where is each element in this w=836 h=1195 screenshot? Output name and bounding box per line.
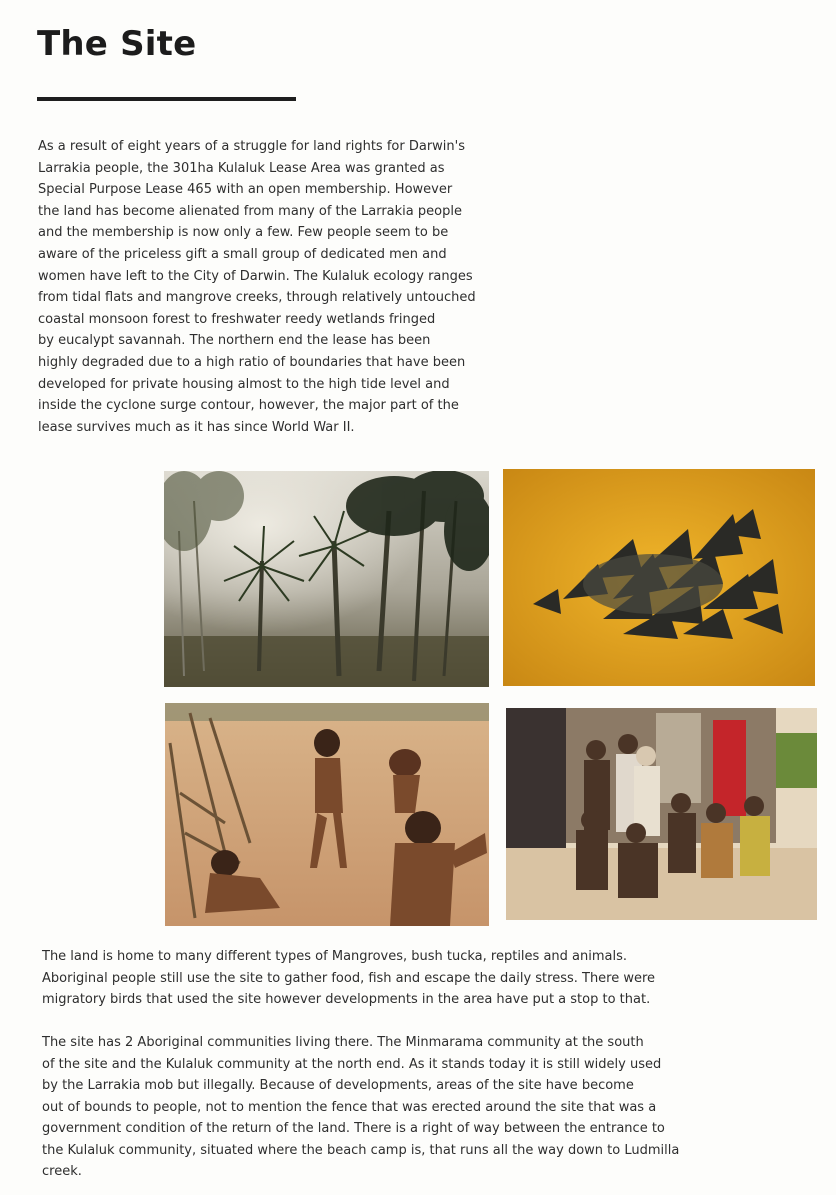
title-underline [37,97,296,101]
paragraph-line: government condition of the return of the land. There is a right of way between the entrance to [42,1121,665,1136]
intro-line: developed for private housing almost to the high tide level and [38,376,450,392]
paragraph-line: of the site and the Kulaluk community at the north end. As it stands today it is still widely used [42,1056,662,1072]
intro-line: highly degraded due to a high ratio of boundaries that have been [38,354,466,370]
wildlife-paragraph [42,946,655,1011]
intro-line: women have left to the City of Darwin. The Kulaluk ecology ranges [38,268,473,284]
intro-line: aware of the priceless gift a small group of dedicated men and [38,246,447,262]
children-on-sand-photo [165,703,489,926]
misty-pandanus-forest-photo [164,471,489,687]
intro-line: from tidal flats and mangrove creeks, through relatively untouched [38,290,476,306]
paragraph-line: creek. [42,1164,82,1179]
paragraph-line: the Kulaluk community, situated where the beach camp is, that runs all the way down to Ludmilla [42,1142,680,1158]
paragraph-line: out of bounds to people, not to mention the fence that was erected around the site that was a [42,1099,657,1115]
intro-line: Larrakia people, the 301ha Kulaluk Lease Area was granted as [38,160,445,176]
community-group-photo [506,708,817,920]
intro-line: Special Purpose Lease 465 with an open membership. However [38,182,453,198]
intro-line: inside the cyclone surge contour, however, the major part of the [38,398,459,414]
shellfish-on-yellow-photo [503,469,815,686]
communities-paragraph [42,1032,679,1183]
intro-line: As a result of eight years of a struggle for land rights for Darwin's [38,139,465,154]
paragraph-line: by the Larrakia mob but illegally. Because of developments, areas of the site have become [42,1078,634,1093]
intro-line: by eucalypt savannah. The northern end the lease has been [38,333,431,349]
intro-line: lease survives much as it has since World War II. [38,419,355,435]
intro-line: coastal monsoon forest to freshwater reedy wetlands fringed [38,311,436,327]
intro-paragraph [38,136,488,438]
paragraph-line: Aboriginal people still use the site to gather food, fish and escape the daily stress. There were [42,970,656,986]
intro-line: and the membership is now only a few. Few people seem to be [38,225,449,241]
paragraph-line: The land is home to many different types of Mangroves, bush tucka, reptiles and animals. [42,949,627,964]
intro-line: the land has become alienated from many of the Larrakia people [38,203,462,219]
paragraph-line: migratory birds that used the site however developments in the area have put a stop to that. [42,992,651,1007]
paragraph-line: The site has 2 Aboriginal communities living there. The Minmarama community at the south [42,1035,644,1050]
page-title: The Site [37,24,197,64]
